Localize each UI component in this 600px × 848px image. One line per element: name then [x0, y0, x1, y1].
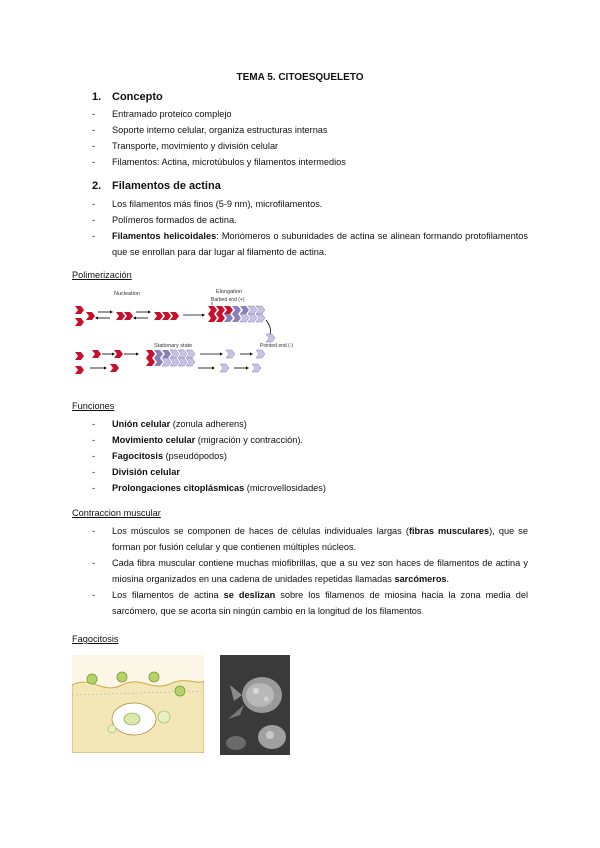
list-item: - Polímeros formados de actina. — [92, 212, 528, 228]
list-item: - Soporte interno celular, organiza estructuras internas — [92, 122, 512, 138]
polimerizacion-label: Polimerización — [72, 270, 132, 280]
bold-term: Movimiento celular — [112, 435, 196, 445]
section-number: 1. — [92, 91, 102, 103]
item-text: (migración y contracción). — [195, 435, 303, 445]
label-barbed-end: Barbed end (+) — [211, 297, 245, 303]
list-item — [92, 555, 528, 587]
actina-list — [92, 196, 528, 260]
list-item — [92, 464, 512, 480]
list-item: - Los filamentos más finos (5-9 nm), microfilamentos. — [92, 196, 528, 212]
list-item — [92, 448, 512, 464]
list-item — [92, 416, 512, 432]
list-item: - Filamentos: Actina, microtúbulos y filamentos intermedios — [92, 154, 512, 170]
label-stationary: Stationary state — [154, 343, 193, 349]
bold-term: sarcómeros — [394, 574, 447, 584]
funciones-list — [92, 416, 512, 496]
item-text: sobre los filamenos de miosina hacia la zona media del sarcómero, que se acorta sin ningún cambio en la longitud de los filamentos — [112, 590, 528, 616]
label-elongation: Elongation — [216, 289, 242, 295]
label-pointed-end: Pointed end (-) — [260, 343, 294, 349]
label-nucleation: Nucleation — [114, 291, 140, 297]
bold-term: Filamentos helicoidales — [112, 231, 217, 241]
item-text: (zonula adherens) — [170, 419, 247, 429]
item-text: : Monómeros o subunidades de actina se alinean formando protofilamentos que se enrollan para dar lugar al filamento de actina. — [112, 231, 528, 257]
section-actina-heading — [92, 180, 221, 192]
item-text: ), que se forman por fusión celular y que contienen múltiples núcleos. — [112, 526, 528, 552]
funciones-label: Funciones — [72, 401, 115, 411]
bold-term: fibras musculares — [408, 526, 490, 536]
item-text: Los filamentos de actina — [112, 590, 224, 600]
bold-term: Unión celular — [112, 419, 171, 429]
item-text: Cada fibra muscular contiene muchas miofibrillas, que a su vez son haces de filamentos de actina y miosina organizados en una cadena de unidades repetidas llamadas — [112, 558, 528, 584]
phagocytosis-micrograph — [220, 655, 290, 755]
page-title: TEMA 5. CITOESQUELETO — [236, 72, 364, 83]
section-concepto-heading — [92, 91, 163, 103]
item-text: Los músculos se componen de haces de células individuales largas ( — [112, 526, 409, 536]
item-text: (pseudópodos) — [163, 451, 227, 461]
section-number: 2. — [92, 180, 102, 192]
phagocytosis-illustration — [72, 655, 204, 753]
bold-term: se deslizan — [223, 590, 276, 600]
fagocitosis-label: Fagocitosis — [72, 634, 119, 644]
list-item: - Entramado proteico complejo — [92, 106, 512, 122]
bold-term: División celular — [112, 467, 180, 477]
section-title: Filamentos de actina — [112, 180, 221, 192]
bold-term: Prolongaciones citoplásmicas — [112, 483, 245, 493]
contraccion-list — [92, 523, 528, 619]
list-item — [92, 587, 528, 619]
section-title: Concepto — [112, 91, 163, 103]
item-text: (microvellosidades) — [244, 483, 326, 493]
list-item: - Transporte, movimiento y división celular — [92, 138, 512, 154]
list-item — [92, 432, 512, 448]
contraccion-label: Contraccion muscular — [72, 508, 161, 518]
bold-term: Fagocitosis — [112, 451, 164, 461]
list-item-helicoidales — [92, 228, 528, 260]
list-item — [92, 523, 528, 555]
concepto-list — [92, 106, 512, 170]
item-text: . — [446, 574, 450, 584]
list-item — [92, 480, 512, 496]
polymerization-diagram — [70, 284, 320, 384]
